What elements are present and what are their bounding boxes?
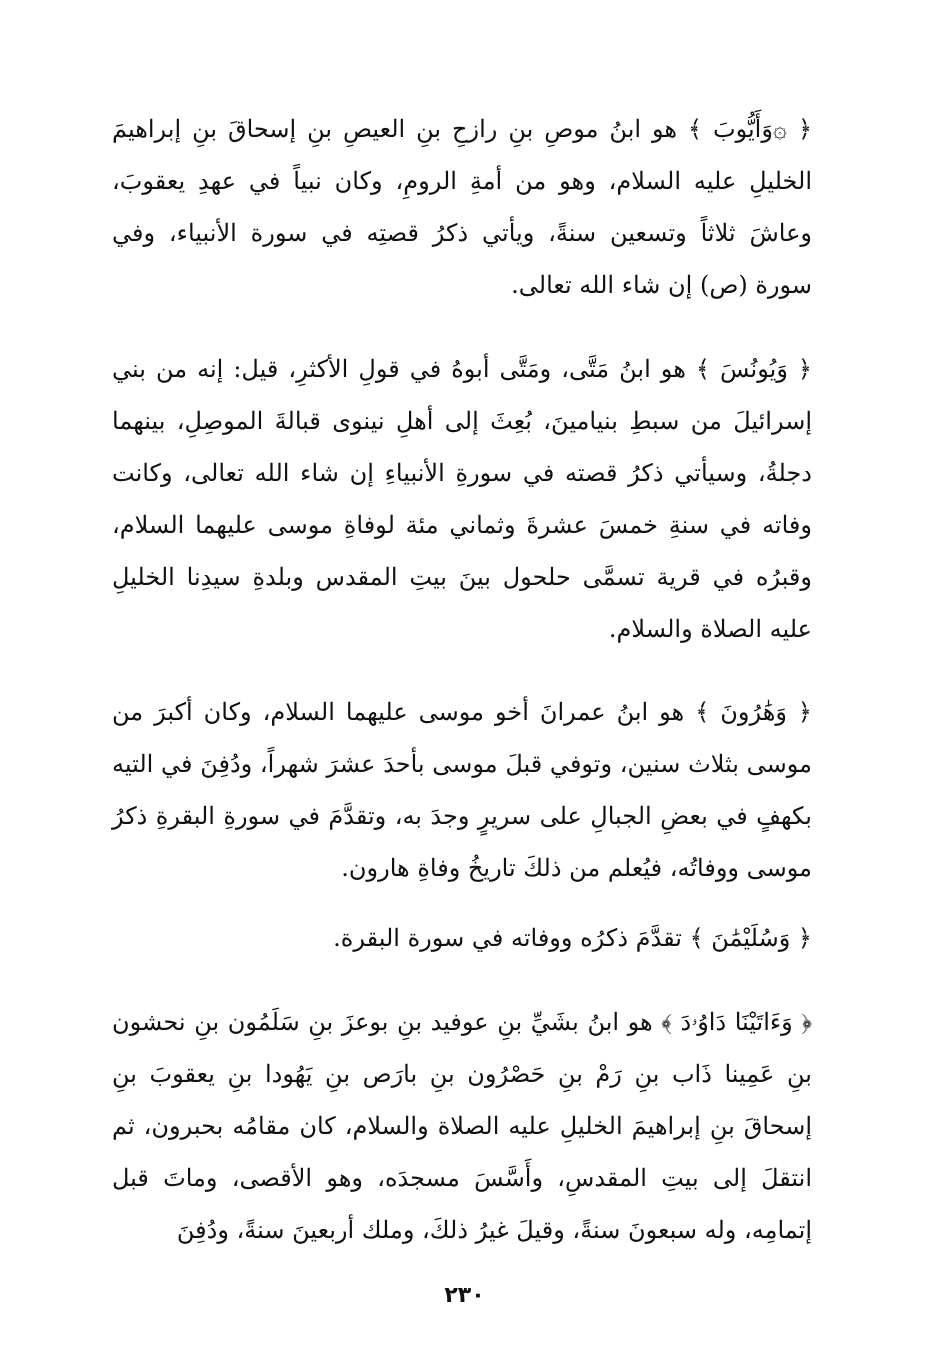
quran-term: ﴿ وَيُونُسَ ﴾ bbox=[695, 355, 812, 383]
quran-term: ﴿ وَهَٰرُونَ ﴾ bbox=[695, 698, 812, 726]
paragraph-sulayman bbox=[112, 912, 812, 964]
paragraph-text: هو ابنُ عمرانَ أخو موسى عليهما السلام، وكان أكبرَ من موسى بثلاث سنين، وتوفي قبلَ موسى بأحدَ عشرَ شهراً، ودُفِنَ في التيه بكهفٍ في بعضِ الجبالِ على سريرٍ وجدَ به، وتقدَّمَ في سورةِ البقرةِ ذكرُ موسى ووفاتُه، فيُعلم من ذلكَ تاريخُ وفاةِ هارون. bbox=[112, 698, 812, 882]
page-number: ٢٣٠ bbox=[444, 1283, 485, 1308]
quran-term: ﴿ ۞وَأَيُّوبَ ﴾ bbox=[688, 115, 813, 143]
paragraph-ayyub bbox=[112, 103, 812, 311]
quran-term: ﴿ وَسُلَيْمَٰنَ ﴾ bbox=[689, 924, 812, 952]
paragraph-text: هو ابنُ بشَيِّ بنِ عوفيد بنِ بوعزَ بنِ سَلَمُون بنِ نحشون بنِ عَمِينا ذَاب بنِ رَمْ بنِ حَصْرُون بنِ بارَص بنِ يَهُودا بنِ يعقوبَ بنِ إسحاقَ بنِ إبراهيمَ الخليلِ عليه الصلاة والسلام، كان مقامُه بحبرون، ثم انتقلَ إلى بيتِ المقدسِ، وأَسَّسَ مسجدَه، وهو الأقصى، وماتَ قبل إتمامِه، وله سبعونَ سنةً، وقيلَ غيرُ ذلكَ، وملك أربعينَ سنةً، ودُفِنَ bbox=[112, 1008, 813, 1244]
paragraph-text: هو ابنُ مَتَّى، ومَتَّى أبوهُ في قولِ الأكثرِ، قيل: إنه من بني إسرائيلَ من سبطِ بنيامينَ، بُعِثَ إلى أهلِ نينوى قبالةَ الموصِلِ، بينهما دجلةُ، وسيأتي ذكرُ قصته في سورةِ الأنبياءِ إن شاء الله تعالى، وكانت وفاته في سنةِ خمسَ عشرةَ وثماني مئة لوفاةِ موسى عليهما السلام، وقبرُه في قرية تسمَّى حلحول بينَ بيتِ المقدس وبلدةِ سيدِنا الخليلِ عليه الصلاة والسلام. bbox=[112, 355, 812, 643]
paragraph-text: تقدَّمَ ذكرُه ووفاته في سورة البقرة. bbox=[333, 924, 690, 952]
paragraph-harun bbox=[112, 686, 812, 894]
paragraph-yunus bbox=[112, 343, 812, 655]
paragraph-text: هو ابنُ موصِ بنِ رازحِ بنِ العيصِ بنِ إسحاقَ بنِ إبراهيمَ الخليلِ عليه السلام، وهو من أمةِ الرومِ، وكان نبياً في عهدِ يعقوبَ، وعاشَ ثلاثاً وتسعين سنةً، ويأتي ذكرُ قصتِه في سورة الأنبياء، وفي سورة (ص) إن شاء الله تعالى. bbox=[112, 115, 812, 299]
quran-term: ﴿ وَءَاتَيْنَا دَاوُۥدَ ﴾ bbox=[661, 1008, 812, 1036]
paragraph-dawud bbox=[112, 996, 812, 1256]
